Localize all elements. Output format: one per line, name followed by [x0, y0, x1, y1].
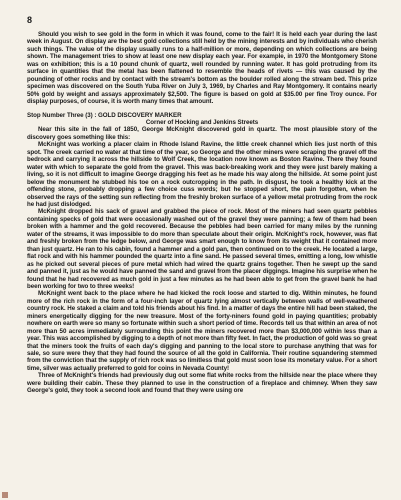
body-paragraph: McKnight was working a placer claim in Rhode Island Ravine, the little creek channel which lies just north of this spot. The creek carried no water at that time of the year, so George and the other miners were scraping the gravel off the bedrock and carrying it across the hillside to Wolf Creek, the location now known as Boston Ravine. There they found water with which to separate the gold from the gravel. This was back-breaking work and they were just barely making a living, so it is not difficult to imagine George dragging his feet as he made his way along the hillside. At some point just below the monument he stubbed his toe on a rock outcropping in the path. In disgust, he took a healthy kick at the offending stone, probably dropping a few choice cuss words; but he stopped short, the pain forgotten, when he observed the rays of the setting sun reflecting from the freshly broken surface of a yellow metal protruding from the rock he had just dislodged. [27, 141, 377, 208]
page-body [27, 31, 377, 395]
intro-paragraph: Should you wish to see gold in the form in which it was found, come to the fair! It is held each year during the last week in August. On display are the best gold collections still held by the mining interests and by individuals who cherish such things. The value of the display usually runs to a half-million or more, depending on which collections are being shown. The management tries to show at least one new display each year. For example, in 1970 the Montgomery Stone was on exhibition; this is a 10 pound chunk of quartz, well rounded by running water. It has gold protruding from its surface in quantities that the metal has been flattened to resemble the heads of rivets — this was caused by the pounding of other rocks and by contact with the stream's bottom as the boulder rolled along the stream bed. This prize specimen was discovered on the South Yuba River on July 3, 1969, by Charles and Ray Montgomery. It contains nearly 50% gold by weight and assays approximately $2,500. The figure is based on gold at $35.00 per fine Troy ounce. For display purposes, of course, it is worth many times that amount. [27, 31, 377, 106]
stop-location: Corner of Hocking and Jenkins Streets [145, 118, 259, 126]
scan-edge-mark [2, 492, 8, 498]
page-number: 8 [27, 15, 33, 25]
body-paragraph: Three of McKnight's friends had previously dug out some flat white rocks from the hillside near the place where they were building their cabin. These they planned to use in the construction of a fireplace and chimney. When they saw George's gold, they took a second look and found that they were using ore [27, 372, 377, 395]
stop-title: Stop Number Three (3) : GOLD DISCOVERY MARKER [27, 111, 182, 119]
body-paragraph: McKnight went back to the place where he had kicked the rock loose and started to dig. Within minutes, he found more of the rich rock in the form of a four-inch layer of quartz lying almost vertically between walls of well-weathered country rock. He staked a claim and told his friends about his find. In a matter of days the entire hill had been staked, the miners energetically digging for the new treasure. Most of the forty-niners found gold in paying quantities; probably nowhere on earth were so many so fortunate within such a short period of time. Records tell us that within an area of not more than 50 acres immediately surrounding this point the miners recovered more than $3,000,000 within less than a year. This was accomplished by digging to a depth of not more than fifty feet. In fact, the production of gold was so great that the miners took the fruits of each day's digging and panning to the local store to purchase anything that was for sale, so sure were they that they had found the source of all the gold in California. Their routine squandering stemmed from the conviction that the supply of rich rock was so limitless that gold must soon lose its monetary value. For a short time, silver was actually preferred to gold for coins in Nevada County! [27, 290, 377, 372]
body-paragraph: McKnight dropped his sack of gravel and grabbed the piece of rock. Most of the miners had seen quartz pebbles containing specks of gold that were occasionally washed out of the gravel they were panning; a few of them had been broken with a hammer and the gold recovered. Because the pebbles had been carried for many miles by the running water of the streams, it was impossible to do more than speculate about their origin. McKnight's rock, however, was flat and freshly broken from the ledge below, and George was smart enough to know from its weight that it contained more than just quartz. He ran to his cabin, found a hammer and a gold pan, then continued on to the creek. He located a large, flat rock and with his hammer pounded the quartz into a fine sand. He passed several times, emitting a long, low whistle as he picked out several pieces of pure metal which had wired the quartz grains together. Then he swept up the sand and panned it, just as he would have panned the sand and gravel from the placer diggings. Imagine his surprise when he found that he had recovered as much gold in just a few minutes as he had been able to get from the gravel bank he had been working for two to three weeks! [27, 208, 377, 290]
stop-marker-heading [27, 112, 377, 127]
body-paragraph: Near this site in the fall of 1850, George McKnight discovered gold in quartz. The most plausible story of the discovery goes something like this: [27, 126, 377, 141]
